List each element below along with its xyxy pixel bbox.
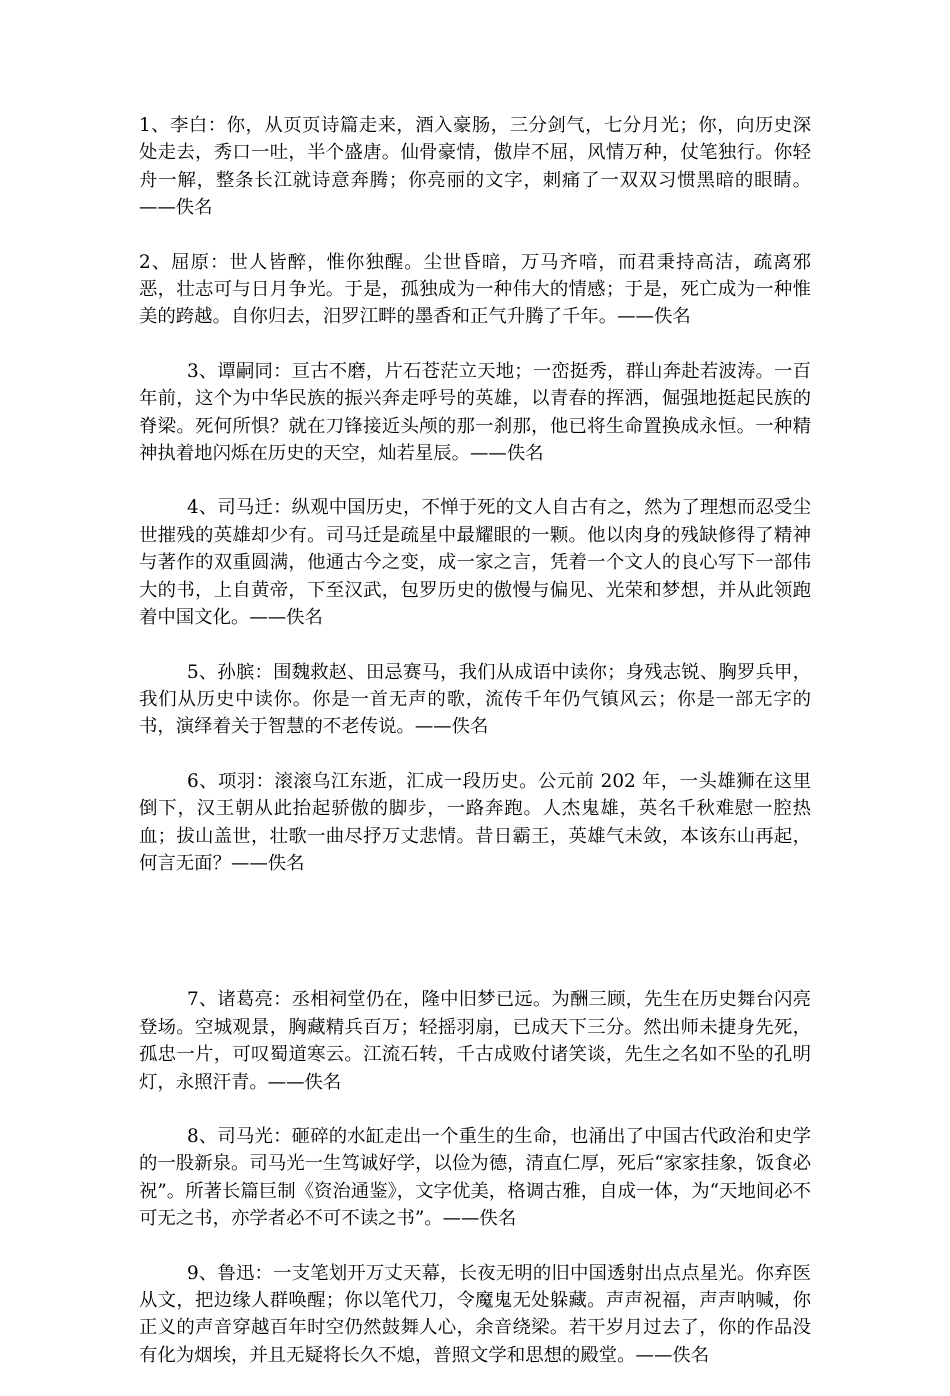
paragraph-zhuge-liang: 7、诸葛亮：丞相祠堂仍在，隆中旧梦已远。为酬三顾，先生在历史舞台闪亮登场。空城观景，胸藏精兵百万；轻摇羽扇，已成天下三分。然出师未捷身先死，孤忠一片，可叹蜀道寒云。江流石转，千古成败付诸笑谈，先生之名如不坠的孔明灯，永照汗青。——佚名 (139, 989, 811, 1093)
blank-gap (139, 904, 811, 986)
paragraph-sun-bin: 5、孙膑：围魏救赵、田忌赛马，我们从成语中读你；身残志锐、胸罗兵甲，我们从历史中读你。你是一首无声的歌，流传千年仍气镇风云；你是一部无字的书，演绎着关于智慧的不老传说。——佚名 (139, 661, 811, 738)
paragraph-tan-sitong: 3、谭嗣同：亘古不磨，片石苍茫立天地；一峦挺秀，群山奔赴若波涛。一百年前，这个为中华民族的振兴奔走呼号的英雄，以青春的挥洒，倔强地挺起民族的脊梁。死何所惧？就在刀锋接近头颅的那一刹那，他已将生命置换成永恒。一种精神执着地闪烁在历史的天空，灿若星辰。——佚名 (139, 360, 811, 465)
paragraph-sima-guang: 8、司马光：砸碎的水缸走出一个重生的生命，也涌出了中国古代政治和史学的一股新泉。司马光一生笃诚好学，以俭为德，清直仁厚，死后“家家挂象，饭食必祝”。所著长篇巨制《资治通鉴》，文字优美，格调古雅，自成一体，为“天地间必不可无之书，亦学者必不可不读之书”。——佚名 (139, 1125, 811, 1230)
paragraph-qu-yuan: 2、屈原：世人皆醉，惟你独醒。尘世昏暗，万马齐喑，而君秉持高洁，疏离邪恶，壮志可与日月争光。于是，孤独成为一种伟大的情感；于是，死亡成为一种惟美的跨越。自你归去，汨罗江畔的墨香和正气升腾了千年。——佚名 (139, 251, 811, 328)
paragraph-lu-xun: 9、鲁迅：一支笔划开万丈天幕，长夜无明的旧中国透射出点点星光。你弃医从文，把边缘人群唤醒；你以笔代刀，令魔鬼无处躲藏。声声祝福，声声呐喊，你正义的声音穿越百年时空仍然鼓舞人心，余音绕梁。若干岁月过去了，你的作品没有化为烟埃，并且无疑将长久不熄，普照文学和思想的殿堂。——佚名 (139, 1262, 811, 1366)
paragraph-li-bai: 1、李白：你，从页页诗篇走来，酒入豪肠，三分剑气，七分月光；你，向历史深处走去，秀口一吐，半个盛唐。仙骨豪情，傲岸不屈，风情万种，仗笔独行。你轻舟一解，整条长江就诗意奔腾；你亮丽的文字，刺痛了一双双习惯黑暗的眼睛。——佚名 (139, 115, 811, 219)
document-body (139, 112, 811, 1396)
paragraph-xiang-yu: 6、项羽：滚滚乌江东逝，汇成一段历史。公元前 202 年，一头雄狮在这里倒下，汉王朝从此抬起骄傲的脚步，一路奔跑。人杰鬼雄，英名千秋难慰一腔热血；拔山盖世，壮歌一曲尽抒万丈悲情。昔日霸王，英雄气未敛，本该东山再起，何言无面？——佚名 (139, 770, 811, 874)
paragraph-sima-qian: 4、司马迁：纵观中国历史，不惮于死的文人自古有之，然为了理想而忍受尘世摧残的英雄却少有。司马迁是疏星中最耀眼的一颗。他以肉身的残缺修得了精神与著作的双重圆满，他通古今之变，成一家之言，凭着一个文人的良心写下一部伟大的书，上自黄帝，下至汉武，包罗历史的傲慢与偏见、光荣和梦想，并从此领跑着中国文化。——佚名 (139, 497, 811, 629)
